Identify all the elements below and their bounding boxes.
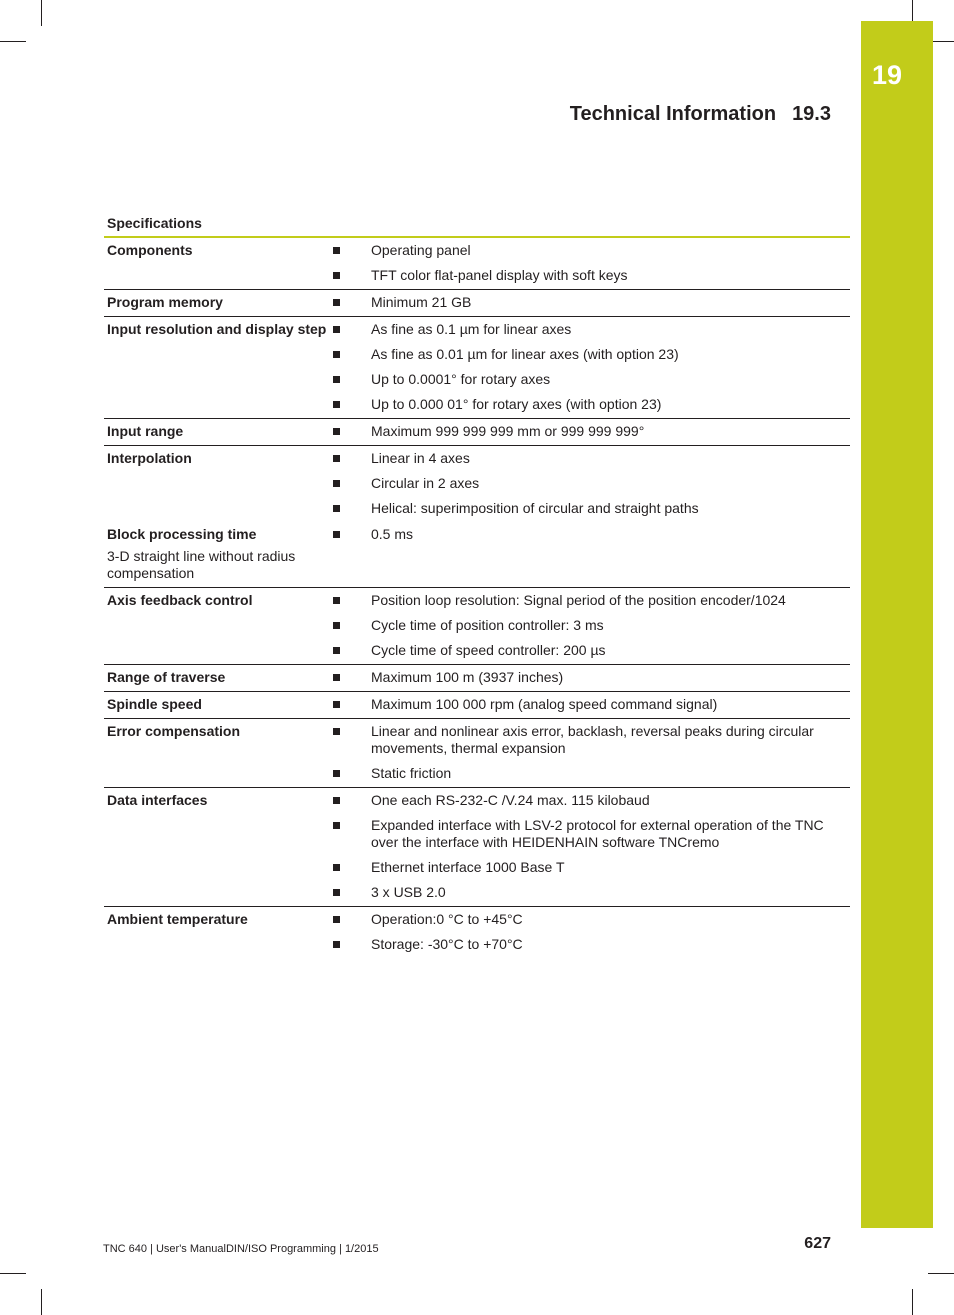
list-item-text: Maximum 100 m (3937 inches): [371, 669, 564, 685]
list-item-text: Operation:0 °C to +45°C: [371, 911, 523, 927]
list-item: [333, 669, 850, 686]
row-items: [333, 669, 850, 686]
row-label: [104, 526, 333, 582]
row-items: [333, 592, 850, 659]
list-item-text: Up to 0.0001° for rotary axes: [371, 371, 551, 387]
list-item-text: Expanded interface with LSV-2 protocol for external operation of the TNC over the interface with HEIDENHAIN software TNCremo: [371, 817, 824, 850]
square-bullet-icon: [333, 247, 340, 254]
list-item: [333, 346, 850, 363]
list-item: [333, 267, 850, 284]
row-items: [333, 450, 850, 517]
row-label-name: Interpolation: [107, 450, 192, 466]
square-bullet-icon: [333, 531, 340, 538]
list-item: [333, 294, 850, 311]
square-bullet-icon: [333, 889, 340, 896]
table-row: [104, 692, 850, 719]
list-item-text: Circular in 2 axes: [371, 475, 480, 491]
table-row: [104, 788, 850, 907]
row-label: [104, 294, 333, 311]
list-item: [333, 321, 850, 338]
square-bullet-icon: [333, 864, 340, 871]
square-bullet-icon: [333, 941, 340, 948]
list-item: [333, 371, 850, 388]
list-item: [333, 396, 850, 413]
row-items: [333, 321, 850, 413]
crop-mark: [41, 0, 42, 26]
list-item-text: One each RS-232-C /V.24 max. 115 kilobaud: [371, 792, 650, 808]
crop-mark: [0, 1273, 26, 1274]
chapter-sidebar: [861, 21, 933, 1228]
row-items: [333, 423, 850, 440]
table-title: Specifications: [107, 215, 202, 231]
crop-mark: [928, 1273, 954, 1274]
list-item-text: Cycle time of position controller: 3 ms: [371, 617, 604, 633]
crop-mark: [912, 1289, 913, 1315]
square-bullet-icon: [333, 597, 340, 604]
square-bullet-icon: [333, 326, 340, 333]
row-label-name: Error compensation: [107, 723, 241, 739]
list-item-text: As fine as 0.01 µm for linear axes (with option 23): [371, 346, 679, 362]
list-item: [333, 526, 850, 543]
list-item-text: TFT color flat-panel display with soft keys: [371, 267, 628, 283]
row-label: [104, 669, 333, 686]
list-item: [333, 642, 850, 659]
table-row: [104, 290, 850, 317]
list-item-text: 3 x USB 2.0: [371, 884, 446, 900]
square-bullet-icon: [333, 647, 340, 654]
footer-text: TNC 640 | User's ManualDIN/ISO Programming | 1/2015: [103, 1243, 379, 1255]
square-bullet-icon: [333, 701, 340, 708]
list-item-text: Maximum 999 999 999 mm or 999 999 999°: [371, 423, 645, 439]
row-label: [104, 911, 333, 953]
list-item-text: Operating panel: [371, 242, 471, 258]
row-label: [104, 242, 333, 284]
specifications-table: [104, 236, 850, 958]
list-item-text: Maximum 100 000 rpm (analog speed command signal): [371, 696, 718, 712]
row-label-name: Axis feedback control: [107, 592, 253, 608]
list-item-text: As fine as 0.1 µm for linear axes: [371, 321, 572, 337]
row-items: [333, 723, 850, 782]
square-bullet-icon: [333, 770, 340, 777]
square-bullet-icon: [333, 272, 340, 279]
list-item-text: Minimum 21 GB: [371, 294, 472, 310]
row-label-sub: 3-D straight line without radius compensation: [107, 548, 296, 581]
list-item: [333, 817, 850, 851]
list-item-text: Linear in 4 axes: [371, 450, 470, 466]
row-label-name: Block processing time: [107, 526, 257, 542]
table-row: [104, 238, 850, 290]
list-item: [333, 765, 850, 782]
table-row: [104, 446, 850, 522]
list-item: [333, 911, 850, 928]
square-bullet-icon: [333, 822, 340, 829]
list-item: [333, 723, 850, 757]
list-item: [333, 242, 850, 259]
table-row: [104, 719, 850, 788]
row-label-name: Input range: [107, 423, 184, 439]
list-item-text: Ethernet interface 1000 Base T: [371, 859, 565, 875]
list-item-text: Linear and nonlinear axis error, backlash, reversal peaks during circular movements, thermal expansion: [371, 723, 814, 756]
list-item-text: Position loop resolution: Signal period of the position encoder/1024: [371, 592, 786, 608]
square-bullet-icon: [333, 428, 340, 435]
row-items: [333, 526, 850, 582]
square-bullet-icon: [333, 480, 340, 487]
row-label: [104, 696, 333, 713]
square-bullet-icon: [333, 916, 340, 923]
square-bullet-icon: [333, 674, 340, 681]
list-item: [333, 617, 850, 634]
chapter-number: 19: [871, 60, 903, 90]
list-item: [333, 500, 850, 517]
row-items: [333, 792, 850, 901]
list-item-text: 0.5 ms: [371, 526, 414, 542]
list-item-text: Cycle time of speed controller: 200 µs: [371, 642, 606, 658]
list-item: [333, 592, 850, 609]
row-label: [104, 592, 333, 659]
list-item: [333, 792, 850, 809]
row-items: [333, 696, 850, 713]
list-item-text: Helical: superimposition of circular and straight paths: [371, 500, 699, 516]
table-row: [104, 665, 850, 692]
row-label: [104, 423, 333, 440]
square-bullet-icon: [333, 299, 340, 306]
row-label-name: Range of traverse: [107, 669, 226, 685]
list-item-text: Static friction: [371, 765, 452, 781]
square-bullet-icon: [333, 728, 340, 735]
row-items: [333, 242, 850, 284]
row-label-name: Program memory: [107, 294, 223, 310]
header-title: Technical Information: [569, 103, 777, 125]
page-header: [570, 103, 831, 126]
list-item: [333, 450, 850, 467]
row-label: [104, 792, 333, 901]
list-item-text: Storage: -30°C to +70°C: [371, 936, 523, 952]
crop-mark: [0, 41, 26, 42]
table-row: [104, 522, 850, 588]
table-row: [104, 317, 850, 419]
square-bullet-icon: [333, 455, 340, 462]
list-item: [333, 475, 850, 492]
list-item: [333, 696, 850, 713]
table-row: [104, 588, 850, 665]
row-label-name: Components: [107, 242, 193, 258]
list-item: [333, 936, 850, 953]
row-label: [104, 321, 333, 413]
header-section: 19.3: [792, 103, 831, 125]
square-bullet-icon: [333, 797, 340, 804]
square-bullet-icon: [333, 401, 340, 408]
square-bullet-icon: [333, 351, 340, 358]
list-item: [333, 423, 850, 440]
square-bullet-icon: [333, 376, 340, 383]
list-item: [333, 859, 850, 876]
row-label: [104, 723, 333, 782]
crop-mark: [41, 1289, 42, 1315]
table-row: [104, 907, 850, 958]
row-label: [104, 450, 333, 517]
row-label-name: Input resolution and display step: [107, 321, 327, 337]
row-items: [333, 911, 850, 953]
row-label-name: Spindle speed: [107, 696, 202, 712]
row-items: [333, 294, 850, 311]
square-bullet-icon: [333, 505, 340, 512]
table-row: [104, 419, 850, 446]
list-item: [333, 884, 850, 901]
square-bullet-icon: [333, 622, 340, 629]
row-label-name: Data interfaces: [107, 792, 208, 808]
list-item-text: Up to 0.000 01° for rotary axes (with option 23): [371, 396, 662, 412]
row-label-name: Ambient temperature: [107, 911, 248, 927]
page-number: 627: [804, 1235, 831, 1252]
